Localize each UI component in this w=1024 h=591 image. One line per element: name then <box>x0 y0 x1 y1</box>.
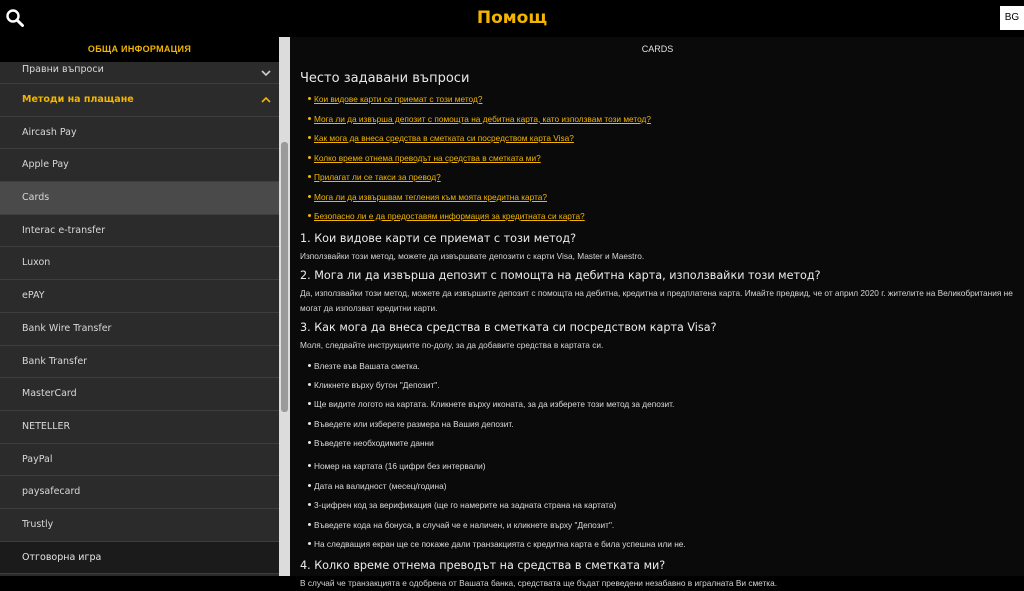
list-item <box>314 110 1015 130</box>
sidebar-item-label: Apple Pay <box>22 159 69 171</box>
sidebar-item-label: Trustly <box>22 518 54 530</box>
sidebar-item-paypal[interactable] <box>0 444 279 477</box>
answer-text: Да, използвайки този метод, можете да извършите депозит с помощта на дебитна, кредитна и предплатена карта. Имайте предвид, че от април 2020 г. жителите на Великобритания не могат да използват кредитни карти. <box>300 287 1013 313</box>
instruction-sublist <box>300 457 1015 515</box>
sidebar-item-label: ePAY <box>22 290 45 302</box>
list-item: Кликнете върху бутон "Депозит". <box>314 376 1015 395</box>
question-heading: 4. Колко време отнема преводът на средства в сметката ми? <box>300 559 666 573</box>
question-heading: 3. Как мога да внеса средства в сметката си посредством карта Visa? <box>300 320 717 334</box>
sidebar-item-luxon[interactable] <box>0 247 279 280</box>
sidebar-item-label: paysafecard <box>22 486 81 498</box>
answer-text: Използвайки този метод, можете да извършвате депозити с карти Visa, Master и Maestro. <box>300 250 645 261</box>
sidebar-item-label: Cards <box>22 192 50 204</box>
list-item: Въведете кода на бонуса, в случай че е наличен, и кликнете върху "Депозит". <box>314 516 1015 535</box>
sidebar-item-responsible-gaming[interactable] <box>0 542 279 575</box>
sidebar-item-label: Методи на плащане <box>22 94 134 105</box>
faq-link[interactable]: Мога ли да извършвам тегления към моята кредитна карта? <box>314 191 548 202</box>
question-heading: 2. Мога ли да извърша депозит с помощта на дебитна карта, използвайки този метод? <box>300 268 821 282</box>
list-item <box>314 207 1015 227</box>
sidebar-item-aircash-pay[interactable] <box>0 117 279 150</box>
sidebar-item-label: Правни въпроси <box>22 64 104 75</box>
list-item: 3-цифрен код за верификация (ще го намерите на задната страна на картата) <box>314 496 1015 515</box>
sidebar-item-trustly[interactable] <box>0 509 279 542</box>
list-item: Ще видите логото на картата. Кликнете върху иконата, за да изберете този метод за депозит. <box>314 395 1015 414</box>
sidebar-item-label: Luxon <box>22 257 51 269</box>
sidebar-item-epay[interactable] <box>0 280 279 313</box>
list-item <box>314 129 1015 149</box>
content-area <box>290 37 1024 589</box>
sidebar-item-payment-methods[interactable] <box>0 84 279 117</box>
sidebar-item-label: Отговорна игра <box>22 551 102 563</box>
question-heading: 1. Кои видове карти се приемат с този метод? <box>300 231 577 245</box>
sidebar-item-label: MasterCard <box>22 388 77 400</box>
answer-text: Моля, следвайте инструкциите по-долу, за да добавите средства в картата си. <box>300 339 604 350</box>
faq-link[interactable]: Кои видове карти се приемат с този метод? <box>314 94 483 104</box>
content-body <box>300 37 1015 591</box>
sidebar-list <box>0 37 279 574</box>
list-item: Дата на валидност (месец/година) <box>314 477 1015 496</box>
sidebar-item-bank-wire[interactable] <box>0 313 279 346</box>
sidebar-item-cards[interactable] <box>0 182 279 215</box>
sidebar-item-label: NETELLER <box>22 420 71 432</box>
page-header-title: Помощ <box>476 8 548 28</box>
answer-text: В случай че транзакцията е одобрена от Вашата банка, средствата ще бъдат преведени незабавно в игралната Ви сметка. <box>300 578 778 589</box>
sidebar-item-mastercard[interactable] <box>0 378 279 411</box>
faq-link[interactable]: Как мога да внеса средства в сметката си посредством карта Visa? <box>314 133 574 143</box>
sidebar-item-label: Bank Transfer <box>22 355 88 367</box>
faq-link[interactable]: Прилагат ли се такси за превод? <box>314 172 441 182</box>
list-item: Въведете или изберете размера на Вашия депозит. <box>314 415 1015 434</box>
list-item <box>314 168 1015 188</box>
instruction-list <box>300 357 1015 454</box>
list-item <box>314 149 1015 169</box>
sidebar-item-label: PayPal <box>22 453 53 465</box>
sidebar-scroll-thumb[interactable] <box>281 142 288 412</box>
sidebar-item-neteller[interactable] <box>0 411 279 444</box>
faq-title: Често задавани въпроси <box>300 71 470 86</box>
list-item <box>314 188 1015 208</box>
page-title: CARDS <box>641 44 674 54</box>
list-item: Въведете необходимите данни <box>314 434 1015 453</box>
sidebar-item-label: Aircash Pay <box>22 126 77 138</box>
chevron-down-icon <box>259 66 273 80</box>
instruction-list <box>300 516 1015 555</box>
header <box>0 0 1024 37</box>
faq-link[interactable]: Мога ли да извърша депозит с помощта на дебитна карта, като използвам този метод? <box>314 113 651 124</box>
sidebar-item-legal[interactable] <box>0 62 279 84</box>
sidebar-scrollbar[interactable] <box>279 37 290 576</box>
language-selector[interactable]: BG <box>1000 6 1024 30</box>
sidebar-item-label: Bank Wire Transfer <box>22 322 112 334</box>
chevron-up-icon <box>259 93 273 107</box>
sidebar-item-interac[interactable] <box>0 215 279 248</box>
sidebar-section-general-info[interactable]: ОБЩА ИНФОРМАЦИЯ <box>0 37 279 62</box>
sidebar-item-apple-pay[interactable] <box>0 149 279 182</box>
list-item: На следващия екран ще се покаже дали транзакцията с кредитна карта е била успешна или не. <box>314 535 1015 554</box>
faq-link[interactable]: Безопасно ли е да предоставям информация за кредитната си карта? <box>314 211 585 221</box>
list-item: Влезте във Вашата сметка. <box>314 357 1015 376</box>
faq-link-list <box>300 90 1015 227</box>
sidebar-item-paysafecard[interactable] <box>0 476 279 509</box>
sidebar-item-label: Interac e-transfer <box>22 224 106 236</box>
sidebar-item-bank-transfer[interactable] <box>0 346 279 379</box>
list-item <box>314 90 1015 110</box>
list-item: Номер на картата (16 цифри без интервали) <box>314 457 1015 476</box>
sidebar <box>0 37 290 576</box>
faq-link[interactable]: Колко време отнема преводът на средства в сметката ми? <box>314 152 541 163</box>
